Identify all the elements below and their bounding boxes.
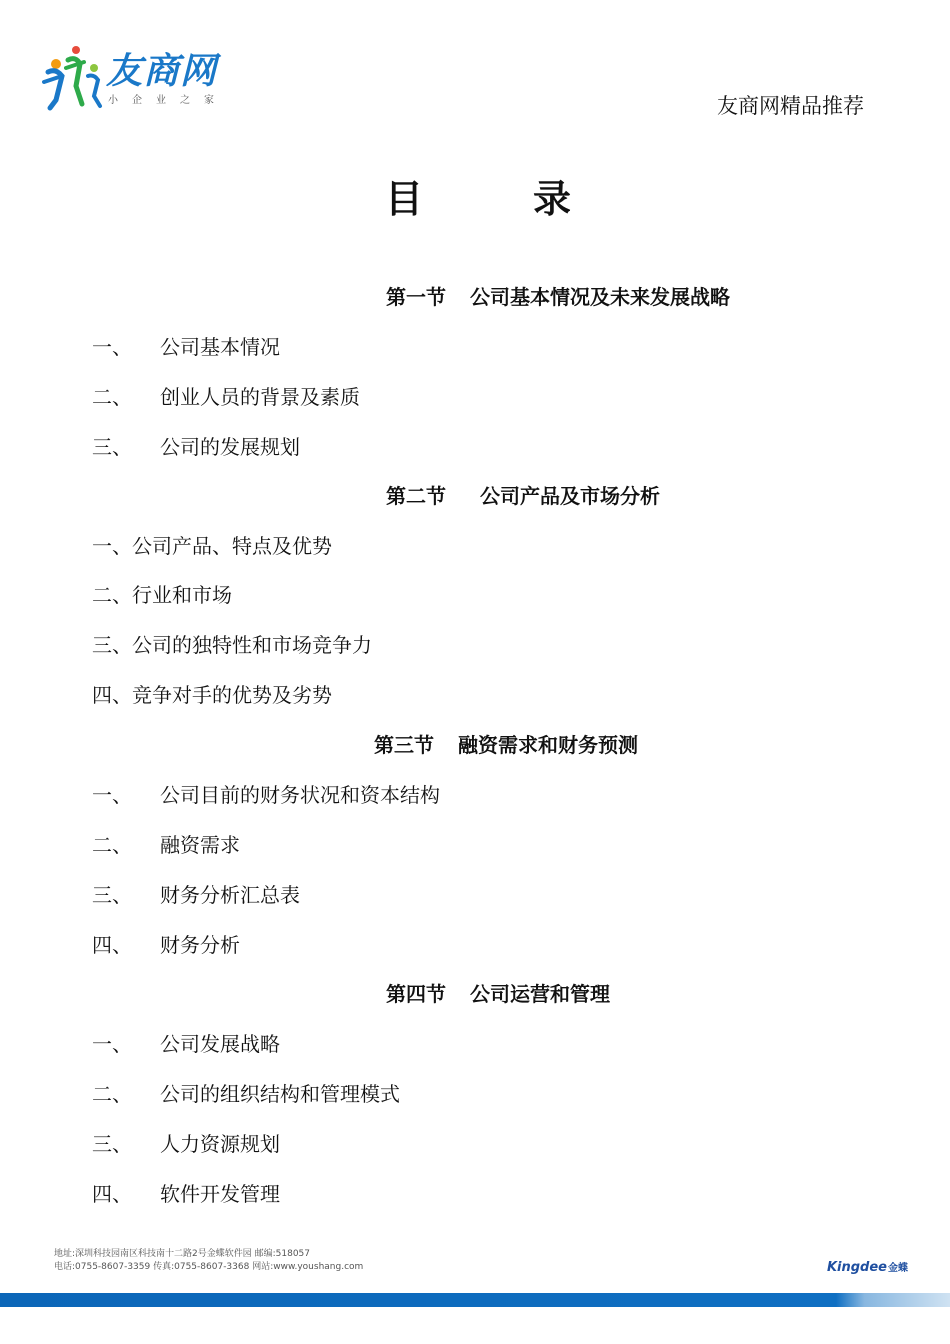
toc-item-number: 三、: [92, 435, 132, 459]
toc-item: [92, 682, 332, 708]
footer-address: 地址:深圳科技园南区科技南十二路2号金蝶软件园 邮编:518057: [54, 1249, 311, 1259]
toc-item: [92, 1031, 280, 1057]
section-title: 公司运营和管理: [470, 982, 610, 1006]
toc-item-number: 一、: [92, 783, 132, 807]
toc-item: [92, 1131, 280, 1157]
toc-item-text: 公司产品、特点及优势: [132, 534, 332, 558]
toc-item-number: 一、: [92, 534, 132, 558]
title-char-2: 录: [533, 176, 682, 221]
toc-item-number: 二、: [92, 583, 132, 607]
toc-item-number: 二、: [92, 385, 132, 409]
toc-item-number: 二、: [92, 1082, 132, 1106]
toc-item: [92, 384, 360, 410]
toc-item-text: 创业人员的背景及素质: [160, 385, 360, 409]
toc-item-text: 公司目前的财务状况和资本结构: [160, 783, 440, 807]
toc-item-number: 三、: [92, 1132, 132, 1156]
toc-item-text: 财务分析汇总表: [160, 883, 300, 907]
toc-item: [92, 632, 372, 658]
toc-item: [92, 434, 300, 460]
toc-item: [92, 334, 280, 360]
section-title: 公司产品及市场分析: [480, 484, 660, 508]
toc-item-number: 三、: [92, 633, 132, 657]
toc-item-text: 公司发展战略: [160, 1032, 280, 1056]
toc-item-text: 人力资源规划: [160, 1132, 280, 1156]
toc-item-number: 二、: [92, 833, 132, 857]
title-char-1: 目: [385, 176, 534, 221]
section-title: 公司基本情况及未来发展战略: [470, 285, 730, 309]
toc-item: [92, 882, 300, 908]
toc-item-number: 四、: [92, 1182, 132, 1206]
toc-item: [92, 582, 232, 608]
toc-item-text: 行业和市场: [132, 583, 232, 607]
toc-item-text: 财务分析: [160, 933, 240, 957]
toc-item: [92, 832, 240, 858]
toc-item-number: 四、: [92, 683, 132, 707]
toc-item-number: 四、: [92, 933, 132, 957]
toc-item-text: 软件开发管理: [160, 1182, 280, 1206]
section-number: 第二节: [386, 484, 446, 508]
kingdee-logo: [827, 1259, 908, 1275]
toc-item-text: 竞争对手的优势及劣势: [132, 683, 332, 707]
logo-tagline: 小企业之家: [108, 95, 228, 106]
page-title: [385, 174, 681, 224]
people-figures-icon: [42, 42, 106, 116]
section-number: 第四节: [386, 982, 446, 1006]
toc-item-text: 公司的组织结构和管理模式: [160, 1082, 400, 1106]
section-heading: [386, 981, 610, 1007]
toc-item-number: 三、: [92, 883, 132, 907]
toc-item: [92, 533, 332, 559]
toc-item-number: 一、: [92, 1032, 132, 1056]
section-heading: [386, 483, 660, 509]
toc-item: [92, 1081, 400, 1107]
section-number: 第三节: [374, 733, 434, 757]
toc-item-text: 公司的发展规划: [160, 435, 300, 459]
section-heading: [374, 732, 638, 758]
toc-item: [92, 932, 240, 958]
youshang-logo: [42, 42, 242, 116]
logo-name: 友商网: [106, 51, 218, 92]
toc-item-number: 一、: [92, 335, 132, 359]
kingdee-brand-cn: 金蝶: [888, 1263, 908, 1274]
recommend-label: [717, 90, 864, 120]
section-number: 第一节: [386, 285, 446, 309]
toc-item-text: 公司的独特性和市场竞争力: [132, 633, 372, 657]
recommend-text: 友商网精品推荐: [717, 94, 864, 118]
section-title: 融资需求和财务预测: [458, 733, 638, 757]
toc-item-text: 公司基本情况: [160, 335, 280, 359]
toc-item-text: 融资需求: [160, 833, 240, 857]
footer-contact: 电话:0755-8607-3359 传真:0755-8607-3368 网站:www.youshang.com: [54, 1262, 364, 1272]
toc-item: [92, 1181, 280, 1207]
footer-color-bar: [0, 1293, 950, 1307]
toc-item: [92, 782, 440, 808]
page-footer: [0, 1244, 950, 1344]
kingdee-brand-en: Kingdee: [826, 1260, 887, 1275]
section-heading: [386, 284, 730, 310]
